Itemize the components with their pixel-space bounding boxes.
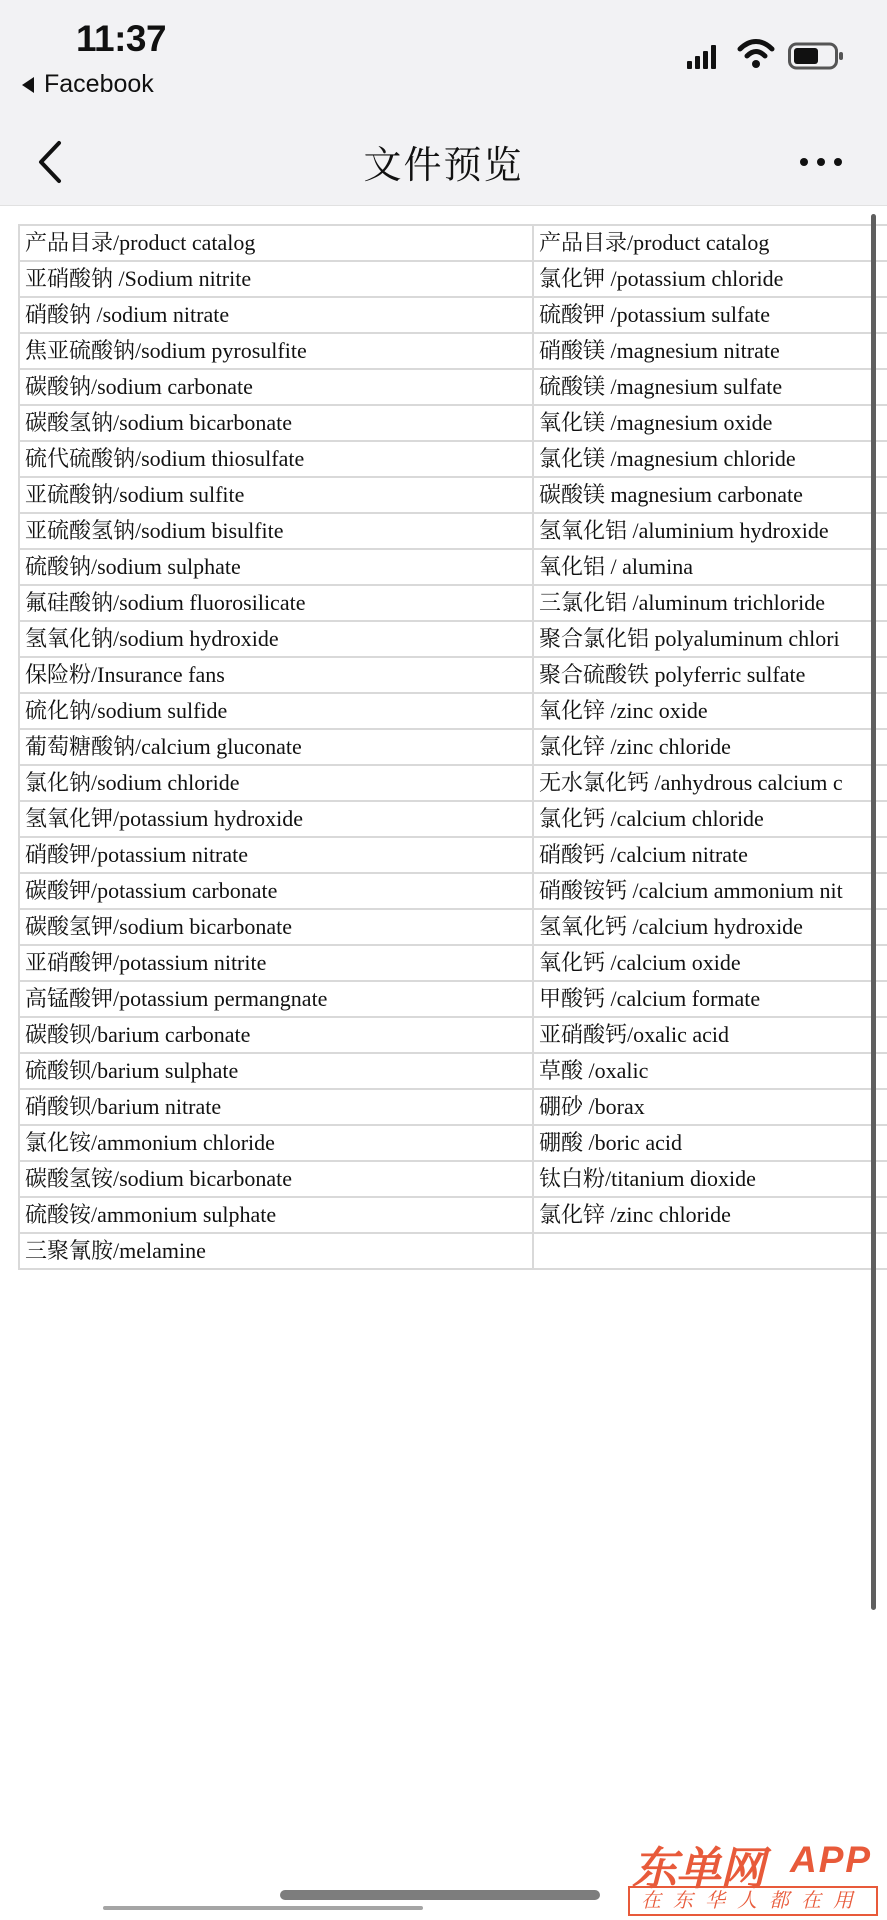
back-triangle-icon [22, 77, 34, 93]
table-row [19, 549, 887, 585]
table-row [19, 1125, 887, 1161]
table-cell-left: 亚硫酸钠/sodium sulfite [19, 477, 533, 513]
table-cell-right: 硼酸 /boric acid [533, 1125, 887, 1161]
table-cell-left: 保险粉/Insurance fans [19, 657, 533, 693]
watermark-brand: 东单网 [632, 1843, 765, 1894]
more-icon[interactable] [797, 155, 845, 169]
table-row [19, 657, 887, 693]
table-cell-left: 氯化钠/sodium chloride [19, 765, 533, 801]
table-cell-right: 草酸 /oxalic [533, 1053, 887, 1089]
table-row [19, 477, 887, 513]
table-cell-right: 硫酸钾 /potassium sulfate [533, 297, 887, 333]
table-row [19, 837, 887, 873]
table-cell-left: 亚硝酸钾/potassium nitrite [19, 945, 533, 981]
table-row [19, 261, 887, 297]
table-row [19, 621, 887, 657]
table-cell-left: 碳酸氢钠/sodium bicarbonate [19, 405, 533, 441]
back-to-facebook-button[interactable] [22, 70, 154, 99]
table-cell-left: 氯化铵/ammonium chloride [19, 1125, 533, 1161]
watermark-logo [626, 1832, 887, 1920]
navigation-bar [0, 120, 887, 206]
table-row [19, 1053, 887, 1089]
table-cell-right: 钛白粉/titanium dioxide [533, 1161, 887, 1197]
table-cell-left: 碳酸钡/barium carbonate [19, 1017, 533, 1053]
table-row [19, 1233, 887, 1269]
table-cell-right: 碳酸镁 magnesium carbonate [533, 477, 887, 513]
table-cell-right: 氧化镁 /magnesium oxide [533, 405, 887, 441]
table-cell-left: 氟硅酸钠/sodium fluorosilicate [19, 585, 533, 621]
table-cell-left: 硫代硫酸钠/sodium thiosulfate [19, 441, 533, 477]
table-cell-right: 三氯化铝 /aluminum trichloride [533, 585, 887, 621]
table-cell-left: 碳酸氢钾/sodium bicarbonate [19, 909, 533, 945]
status-time: 11:37 [76, 18, 167, 59]
table-cell-right: 氧化钙 /calcium oxide [533, 945, 887, 981]
table-cell-right: 甲酸钙 /calcium formate [533, 981, 887, 1017]
table-row [19, 765, 887, 801]
table-cell-left: 碳酸钾/potassium carbonate [19, 873, 533, 909]
table-row [19, 729, 887, 765]
table-row [19, 513, 887, 549]
wifi-icon [737, 39, 775, 69]
vertical-scrollbar[interactable] [871, 214, 876, 1610]
table-row [19, 909, 887, 945]
table-row [19, 1197, 887, 1233]
table-cell-left: 葡萄糖酸钠/calcium gluconate [19, 729, 533, 765]
table-cell-right: 硫酸镁 /magnesium sulfate [533, 369, 887, 405]
table-cell-left: 硫化钠/sodium sulfide [19, 693, 533, 729]
table-cell-left: 产品目录/product catalog [19, 225, 533, 261]
page-title: 文件预览 [363, 145, 524, 187]
table-cell-right: 氢氧化铝 /aluminium hydroxide [533, 513, 887, 549]
table-cell-right: 氯化锌 /zinc chloride [533, 729, 887, 765]
back-app-label: Facebook [44, 70, 154, 98]
table-row [19, 1017, 887, 1053]
table-cell-right: 硝酸钙 /calcium nitrate [533, 837, 887, 873]
product-catalog-table [18, 224, 887, 1270]
table-cell-right: 氯化镁 /magnesium chloride [533, 441, 887, 477]
table-row [19, 981, 887, 1017]
table-row [19, 801, 887, 837]
battery-icon [788, 42, 844, 70]
table-cell-right: 氢氧化钙 /calcium hydroxide [533, 909, 887, 945]
table-row [19, 873, 887, 909]
table-cell-right: 硝酸铵钙 /calcium ammonium nit [533, 873, 887, 909]
table-cell-left: 硝酸钡/barium nitrate [19, 1089, 533, 1125]
table-row [19, 333, 887, 369]
watermark-slogan: 在东华人都在用 [628, 1886, 878, 1916]
watermark-app: APP [790, 1839, 873, 1880]
table-cell-left: 硫酸钡/barium sulphate [19, 1053, 533, 1089]
table-row [19, 297, 887, 333]
table-cell-left: 硫酸铵/ammonium sulphate [19, 1197, 533, 1233]
table-row [19, 441, 887, 477]
home-indicator[interactable] [280, 1890, 600, 1900]
signal-icon [686, 44, 718, 70]
table-row [19, 693, 887, 729]
table-row [19, 405, 887, 441]
table-cell-left: 亚硝酸钠 /Sodium nitrite [19, 261, 533, 297]
table-cell-right: 氧化锌 /zinc oxide [533, 693, 887, 729]
document-preview-area[interactable] [18, 224, 887, 1604]
home-indicator-shadow [103, 1906, 423, 1910]
table-row [19, 1089, 887, 1125]
table-cell-left: 亚硫酸氢钠/sodium bisulfite [19, 513, 533, 549]
table-cell-right: 产品目录/product catalog [533, 225, 887, 261]
table-cell-right [533, 1233, 887, 1269]
table-cell-right: 氯化钙 /calcium chloride [533, 801, 887, 837]
table-cell-right: 氧化铝 / alumina [533, 549, 887, 585]
table-row [19, 1161, 887, 1197]
table-cell-right: 聚合硫酸铁 polyferric sulfate [533, 657, 887, 693]
table-row [19, 945, 887, 981]
table-row [19, 225, 887, 261]
table-cell-left: 氢氧化钠/sodium hydroxide [19, 621, 533, 657]
table-cell-right: 硼砂 /borax [533, 1089, 887, 1125]
table-cell-right: 亚硝酸钙/oxalic acid [533, 1017, 887, 1053]
table-cell-left: 碳酸钠/sodium carbonate [19, 369, 533, 405]
table-cell-left: 高锰酸钾/potassium permangnate [19, 981, 533, 1017]
table-row [19, 585, 887, 621]
table-cell-left: 碳酸氢铵/sodium bicarbonate [19, 1161, 533, 1197]
table-row [19, 369, 887, 405]
table-body [19, 225, 887, 1269]
table-cell-right: 无水氯化钙 /anhydrous calcium c [533, 765, 887, 801]
table-cell-left: 硝酸钾/potassium nitrate [19, 837, 533, 873]
table-cell-left: 硫酸钠/sodium sulphate [19, 549, 533, 585]
table-cell-right: 氯化钾 /potassium chloride [533, 261, 887, 297]
status-bar [0, 0, 887, 120]
table-cell-right: 聚合氯化铝 polyaluminum chlori [533, 621, 887, 657]
table-cell-right: 硝酸镁 /magnesium nitrate [533, 333, 887, 369]
table-cell-left: 焦亚硫酸钠/sodium pyrosulfite [19, 333, 533, 369]
table-cell-left: 三聚氰胺/melamine [19, 1233, 533, 1269]
table-cell-left: 氢氧化钾/potassium hydroxide [19, 801, 533, 837]
table-cell-left: 硝酸钠 /sodium nitrate [19, 297, 533, 333]
table-cell-right: 氯化锌 /zinc chloride [533, 1197, 887, 1233]
